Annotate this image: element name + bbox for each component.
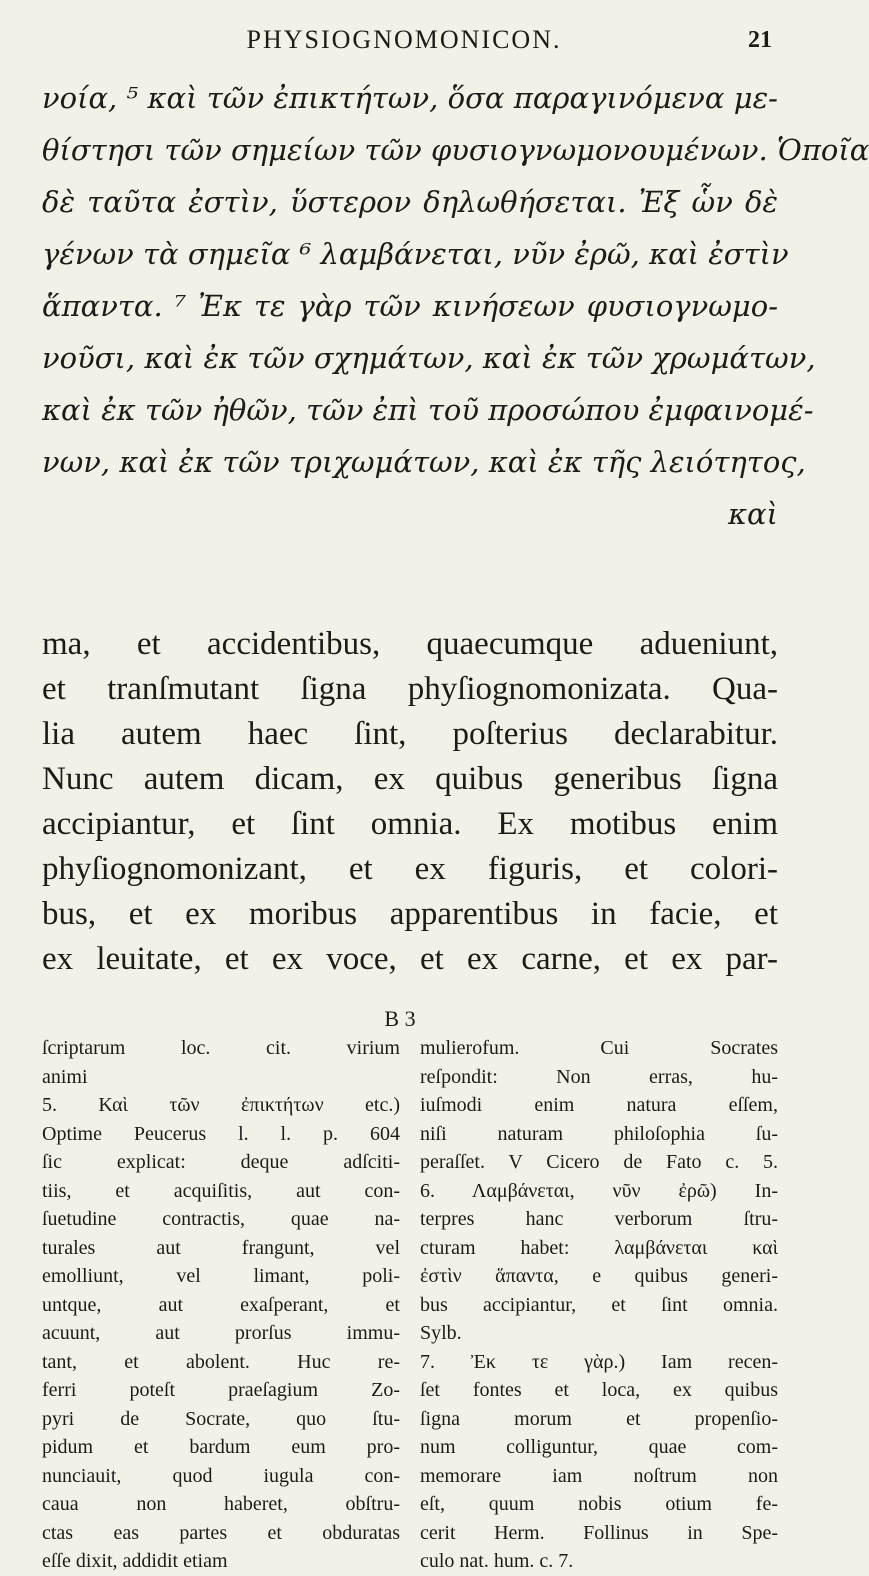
signature-mark: B 3: [384, 1006, 416, 1031]
note-line: memorare iam noſtrum non: [420, 1464, 778, 1487]
note-line: untque, aut exaſperant, et: [42, 1293, 400, 1316]
note-line: Sylb.: [420, 1322, 462, 1344]
note-line: pyri de Socrate, quo ſtu-: [42, 1407, 400, 1430]
note-line: 6. Λαμβάνεται, νῦν ἐρῶ) In-: [420, 1179, 778, 1202]
page-number: 21: [748, 26, 772, 53]
footnotes: [42, 1034, 778, 1576]
greek-line: ἅπαντα. ⁷ Ἐκ τε γὰρ τῶν κινήσεων φυσιογνωμο-: [42, 289, 778, 323]
latin-line: accipiantur, et ſint omnia. Ex motibus enim: [42, 806, 778, 842]
note-line: turales aut frangunt, vel: [42, 1236, 400, 1259]
note-line: tiis, et acquiſitis, aut con-: [42, 1179, 400, 1202]
note-line: terpres hanc verborum ſtru-: [420, 1208, 778, 1230]
greek-line: γένων τὰ σημεῖα ⁶ λαμβάνεται, νῦν ἐρῶ, καὶ ἐστὶν: [42, 237, 789, 271]
greek-line: δὲ ταῦτα ἐστὶν, ὕστερον δηλωθήσεται. Ἐξ ὧν δὲ: [42, 185, 778, 219]
note-line: ctas eas partes et obduratas: [42, 1521, 400, 1544]
note-line: reſpondit: Non erras, hu-: [420, 1065, 778, 1088]
note-line: ſigna morum et propenſio-: [420, 1407, 778, 1430]
note-line: ſet fontes et loca, ex quibus: [420, 1379, 778, 1401]
note-line: 5. Καὶ τῶν ἐπικτήτων etc.): [42, 1094, 400, 1116]
greek-catchword: καὶ: [728, 497, 778, 531]
note-line: acuunt, aut prorſus immu-: [42, 1322, 400, 1344]
note-line: eſſe dixit, addidit etiam: [42, 1550, 228, 1572]
note-line: niſi naturam philoſophia ſu-: [420, 1122, 778, 1145]
latin-text-block: [42, 622, 778, 982]
note-line: caua non haberet, obſtru-: [42, 1493, 400, 1515]
note-line: num colliguntur, quae com-: [420, 1436, 778, 1458]
greek-line: καὶ ἐκ τῶν ἠθῶν, τῶν ἐπὶ τοῦ προσώπου ἐμφαινομέ-: [42, 393, 814, 427]
latin-line: phyſiognomonizant, et ex figuris, et colori-: [42, 851, 778, 887]
greek-line: νοῦσι, καὶ ἐκ τῶν σχημάτων, καὶ ἐκ τῶν χρωμάτων,: [42, 341, 816, 375]
latin-line: ma, et accidentibus, quaecumque adueniunt,: [42, 626, 778, 662]
note-line: cturam habet: λαμβάνεται καὶ: [420, 1236, 778, 1259]
latin-line: bus, et ex moribus apparentibus in facie, et: [42, 896, 778, 932]
note-line: ferri poteſt praeſagium Zo-: [42, 1379, 400, 1401]
note-line: eſt, quum nobis otium fe-: [420, 1493, 778, 1515]
note-line: animi: [42, 1065, 88, 1088]
latin-line: lia autem haec ſint, poſterius declarabitur.: [42, 716, 778, 752]
footnotes-right-column: [420, 1034, 778, 1576]
footnotes-left-column: [42, 1034, 400, 1576]
latin-line: Nunc autem dicam, ex quibus generibus ſigna: [42, 761, 778, 797]
note-line: tant, et abolent. Huc re-: [42, 1350, 400, 1373]
greek-text-block: [42, 72, 869, 540]
note-line: ἐστὶν ἅπαντα, e quibus generi-: [420, 1265, 778, 1287]
note-line: ſcriptarum loc. cit. virium: [42, 1037, 400, 1059]
note-line: pidum et bardum eum pro-: [42, 1436, 400, 1458]
note-line: peraſſet. V Cicero de Fato c. 5.: [420, 1151, 778, 1173]
note-line: ſuetudine contractis, quae na-: [42, 1208, 400, 1230]
note-line: nunciauit, quod iugula con-: [42, 1464, 400, 1487]
latin-line: ex leuitate, et ex voce, et ex carne, et ex par-: [42, 941, 778, 977]
greek-line: θίστησι τῶν σημείων τῶν φυσιογνωμονουμένων. Ὁποῖα: [42, 133, 869, 167]
latin-line: et tranſmutant ſigna phyſiognomonizata. Qua-: [42, 671, 778, 707]
note-line: bus accipiantur, et ſint omnia.: [420, 1293, 778, 1316]
note-line: mulierofum. Cui Socrates: [420, 1037, 778, 1059]
note-line: Optime Peucerus l. l. p. 604: [42, 1122, 400, 1145]
note-line: culo nat. hum. c. 7.: [420, 1550, 574, 1572]
note-line: iuſmodi enim natura eſſem,: [420, 1094, 778, 1116]
note-line: emolliunt, vel limant, poli-: [42, 1265, 400, 1287]
greek-line: νοία, ⁵ καὶ τῶν ἐπικτήτων, ὅσα παραγινόμενα με-: [42, 81, 778, 115]
note-line: 7. Ἐκ τε γὰρ.) Iam recen-: [420, 1350, 778, 1373]
greek-line: νων, καὶ ἐκ τῶν τριχωμάτων, καὶ ἐκ τῆς λειότητος,: [42, 445, 806, 479]
note-line: cerit Herm. Follinus in Spe-: [420, 1521, 778, 1544]
running-head: [60, 20, 772, 60]
running-title: PHYSIOGNOMONICON.: [246, 25, 562, 54]
note-line: ſic explicat: deque adſciti-: [42, 1151, 400, 1173]
